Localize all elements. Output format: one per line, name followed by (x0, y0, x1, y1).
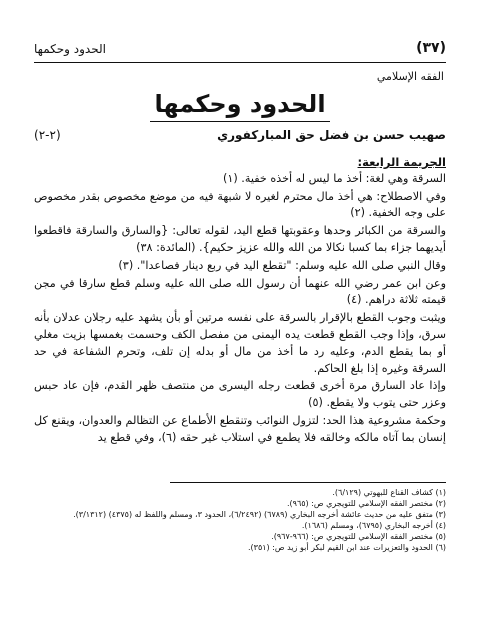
header-rule (34, 62, 446, 63)
footnote: (١) كشاف القناع للبهوتي (٦/١٢٩). (332, 488, 446, 497)
footnote: (٥) مختصر الفقه الإسلامي للتويجري ص: (٩٦٦-٩٦٧). (271, 532, 446, 541)
paragraph: وفي الاصطلاح: هي أخذ مال محترم لغيره لا شبهة فيه من موضع مخصوص بقدر مخصوص على وجه الخفية. (٢) (34, 189, 446, 220)
footnote: (٢) مختصر الفقه الإسلامي للتويجري ص: (٩٦٥). (286, 499, 446, 508)
page-number: (٣٧) (416, 40, 446, 56)
paragraph: وقال النبي صلى الله عليه وسلم: "تقطع اليد في ربع دينار فصاعدا". (٣) (118, 258, 446, 272)
part-number: (٢-٢) (34, 128, 61, 142)
subheading: الجريمة الرابعة: (357, 155, 446, 169)
section-label: الفقه الإسلامي (376, 70, 444, 83)
page-header (34, 40, 446, 62)
paragraph: وحكمة مشروعية هذا الحد: لتزول النوائب وتنقطع الأطماع عن التظالم والعدوان، ويقنع كل إنسان بما آتاه مالكه وخالقه فلا يطمع في استلاب غير حقه (٦)، وفي قطع يد (34, 413, 446, 444)
footnote-rule (170, 482, 446, 483)
title-underline (150, 121, 330, 122)
footnotes (34, 487, 446, 553)
paragraph: السرقة وهي لغة: أخذ ما ليس له أخذه خفية. (١) (223, 171, 446, 185)
footnote: (٣) متفق عليه من حديث عائشة أخرجه البخاري (٦٧٨٩) (٦/٢٤٩٢)، الحدود ٣، ومسلم واللفظ له (٤٣٧٥) (٣/١٣١٢). (73, 510, 446, 519)
article-title: الحدود وحكمها (154, 90, 326, 118)
paragraph: والسرقة من الكبائر وحدها وعقوبتها قطع اليد، لقوله تعالى: {والسارق والسارقة فاقطعوا أيديهما جزاء بما كسبا نكالا من الله والله عزيز حكيم}. (المائدة: ٣٨) (34, 224, 446, 254)
footnote: (٤) أخرجه البخاري (٦٧٩٥)، ومسلم (١٦٨٦). (301, 521, 446, 530)
footnote: (٦) الحدود والتعزيرات عند ابن القيم لبكر أبو زيد ص: (٣٥١). (247, 543, 446, 552)
paragraph: ويثبت وجوب القطع بالإقرار بالسرقة على نفسه مرتين أو بأن يشهد عليه رجلان عدلان بأنه سرق، وإذا وجب القطع قطعت يده اليمنى من مفصل الكف وحسمت بغمسها بزيت مغلي أو بما يقطع الدم، وعليه رد ما أخذ من مال أو بدله إن تلف، وتحرم الشفاعة في حد السرقة وغيره إذا بلغ الحاكم. (34, 311, 446, 375)
running-title: الحدود وحكمها (34, 42, 106, 56)
author-name: صهيب حسن بن فضل حق المباركفوري (217, 128, 446, 142)
paragraph: وعن ابن عمر رضي الله عنهما أن رسول الله صلى الله عليه وسلم قطع سارقا في مجن قيمته ثلاثة دراهم. (٤) (34, 276, 446, 307)
paragraph: وإذا عاد السارق مرة أخرى قطعت رجله اليسرى من منتصف ظهر القدم، فإن عاد حبس وعزر حتى يتوب ولا يقطع. (٥) (34, 379, 446, 410)
article-body (34, 154, 446, 448)
